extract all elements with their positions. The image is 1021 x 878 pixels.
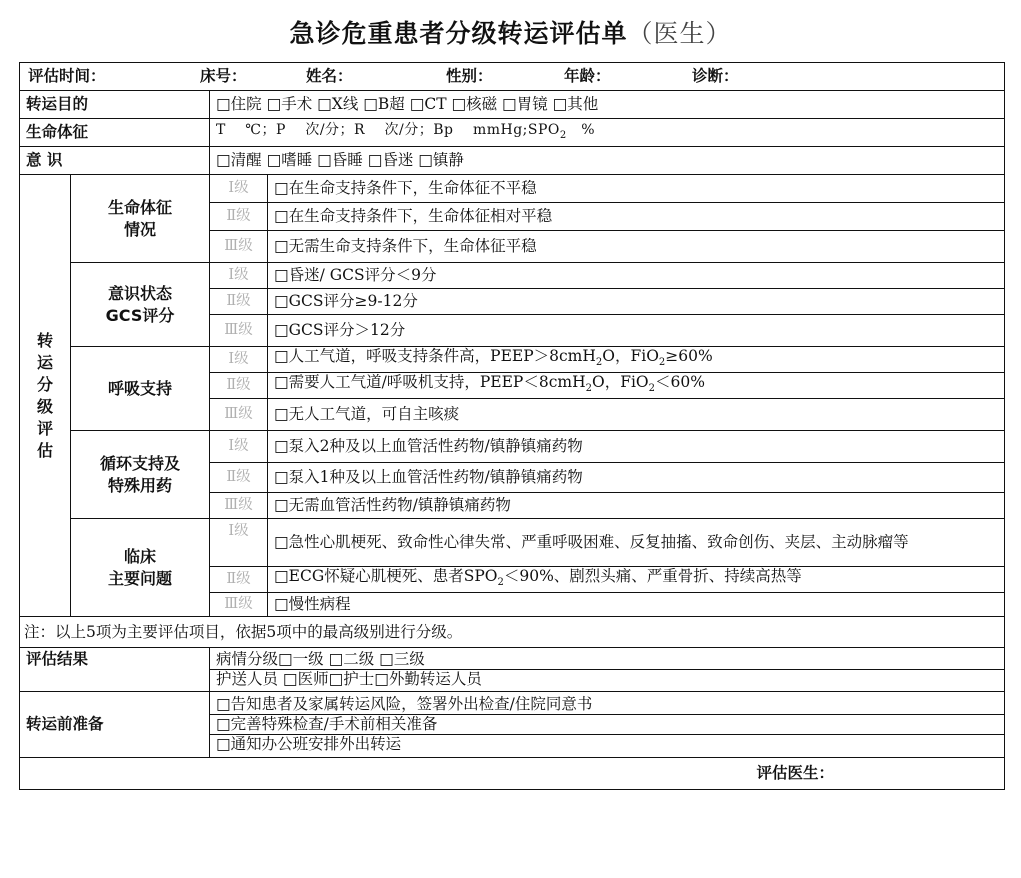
vitals-fields[interactable] xyxy=(210,119,1005,147)
level-1: Ⅰ级 xyxy=(210,519,268,567)
eval-time-label: 评估时间： xyxy=(28,67,106,85)
clinical-item-1[interactable]: □急性心肌梗死、致命性心律失常、严重呼吸困难、反复抽搐、致命创伤、夹层、主动脉瘤等 xyxy=(268,519,1005,567)
level-1: Ⅰ级 xyxy=(210,175,268,203)
result-label: 评估结果 xyxy=(20,648,210,692)
level-1: Ⅰ级 xyxy=(210,347,268,373)
resp-item-2[interactable]: □需要人工气道/呼吸机支持，PEEP＜8cmH$_2$O，FiO$_2$＜60% xyxy=(268,373,1005,399)
group-vital-signs-label: 生命体征 情况 xyxy=(71,175,210,263)
clinical-item-3[interactable]: □慢性病程 xyxy=(268,593,1005,617)
note-text: 注：以上5项为主要评估项目，依据5项中的最高级别进行分级。 xyxy=(20,617,1005,648)
vitals-sub: 2 xyxy=(559,129,567,141)
level-3: Ⅲ级 xyxy=(210,593,268,617)
clinical-item-2[interactable]: □ECG怀疑心肌梗死、患者$SPO_2<90\%$、剧烈头痛、严重骨折、持续高热等 xyxy=(268,567,1005,593)
resp-item-1[interactable]: □人工气道，呼吸支持条件高，PEEP＞8cmH$_2$O，FiO$_2$≥60% xyxy=(268,347,1005,373)
circ-item-2[interactable]: □泵入1种及以上血管活性药物/镇静镇痛药物 xyxy=(268,463,1005,493)
doctor-signature[interactable]: 评估医生： xyxy=(20,758,1005,790)
age-label: 年龄： xyxy=(564,67,611,85)
consciousness-row xyxy=(20,147,1005,175)
level-1: Ⅰ级 xyxy=(210,263,268,289)
severity-grade-options[interactable]: 病情分级□一级 □二级 □三级 xyxy=(216,650,425,669)
level-2: Ⅱ级 xyxy=(210,289,268,315)
level-2: Ⅱ级 xyxy=(210,463,268,493)
level-2: Ⅱ级 xyxy=(210,203,268,231)
circ-item-3[interactable]: □无需血管活性药物/镇静镇痛药物 xyxy=(268,493,1005,519)
consciousness-options[interactable]: □清醒 □嗜睡 □昏睡 □昏迷 □镇静 xyxy=(210,147,1005,175)
level-1: Ⅰ级 xyxy=(210,431,268,463)
purpose-options[interactable]: □住院 □手术 □X线 □B超 □CT □核磁 □胃镜 □其他 xyxy=(210,91,1005,119)
title-main: 急诊危重患者分级转运评估单 xyxy=(289,19,628,48)
vitals-label: 生命体征 xyxy=(20,119,210,147)
group-clinical-label: 临床 主要问题 xyxy=(71,519,210,617)
gcs-item-3[interactable]: □GCS评分＞12分 xyxy=(268,315,1005,347)
level-3: Ⅲ级 xyxy=(210,399,268,431)
transport-grading-side-label: 转运分级评估 xyxy=(20,175,71,617)
resp-item-3[interactable]: □无人工气道，可自主咳痰 xyxy=(268,399,1005,431)
group-circulation-label: 循环支持及 特殊用药 xyxy=(71,431,210,519)
vital-item-3[interactable]: □无需生命支持条件下，生命体征平稳 xyxy=(268,231,1005,263)
vitals-row xyxy=(20,119,1005,147)
prep-item-2[interactable]: □完善特殊检查/手术前相关准备 xyxy=(210,714,1004,734)
sex-label: 性别： xyxy=(446,67,493,85)
purpose-label: 转运目的 xyxy=(20,91,210,119)
level-2: Ⅱ级 xyxy=(210,373,268,399)
circ-item-1[interactable]: □泵入2种及以上血管活性药物/镇静镇痛药物 xyxy=(268,431,1005,463)
escort-options[interactable]: 护送人员 □医师□护士□外勤转运人员 xyxy=(210,669,1004,689)
prep-fields xyxy=(210,692,1005,758)
header-row xyxy=(20,63,1005,91)
level-3: Ⅲ级 xyxy=(210,315,268,347)
gcs-item-2[interactable]: □GCS评分≥9-12分 xyxy=(268,289,1005,315)
purpose-row xyxy=(20,91,1005,119)
vitals-text: T ℃；P 次/分；R 次/分；Bp mmHg;SPO xyxy=(216,121,560,138)
title-sub: （医生） xyxy=(627,19,732,48)
result-fields xyxy=(210,648,1005,692)
name-label: 姓名： xyxy=(306,67,353,85)
assessment-form-table xyxy=(19,62,1005,790)
level-3: Ⅲ级 xyxy=(210,493,268,519)
group-gcs-label: 意识状态 GCS评分 xyxy=(71,263,210,347)
form-title xyxy=(0,14,1021,50)
prep-item-1[interactable]: □告知患者及家属转运风险，签署外出检查/住院同意书 xyxy=(216,695,593,714)
group-respiratory-label: 呼吸支持 xyxy=(71,347,210,431)
gcs-item-1[interactable]: □昏迷/ GCS评分＜9分 xyxy=(268,263,1005,289)
prep-item-3[interactable]: □通知办公班安排外出转运 xyxy=(210,734,1004,754)
prep-label: 转运前准备 xyxy=(20,692,210,758)
vitals-end: % xyxy=(566,121,596,138)
bed-label: 床号： xyxy=(200,67,247,85)
level-2: Ⅱ级 xyxy=(210,567,268,593)
level-3: Ⅲ级 xyxy=(210,231,268,263)
vital-item-1[interactable]: □在生命支持条件下，生命体征不平稳 xyxy=(268,175,1005,203)
diagnosis-label: 诊断： xyxy=(692,67,739,85)
vital-item-2[interactable]: □在生命支持条件下，生命体征相对平稳 xyxy=(268,203,1005,231)
consciousness-label: 意 识 xyxy=(20,147,210,175)
